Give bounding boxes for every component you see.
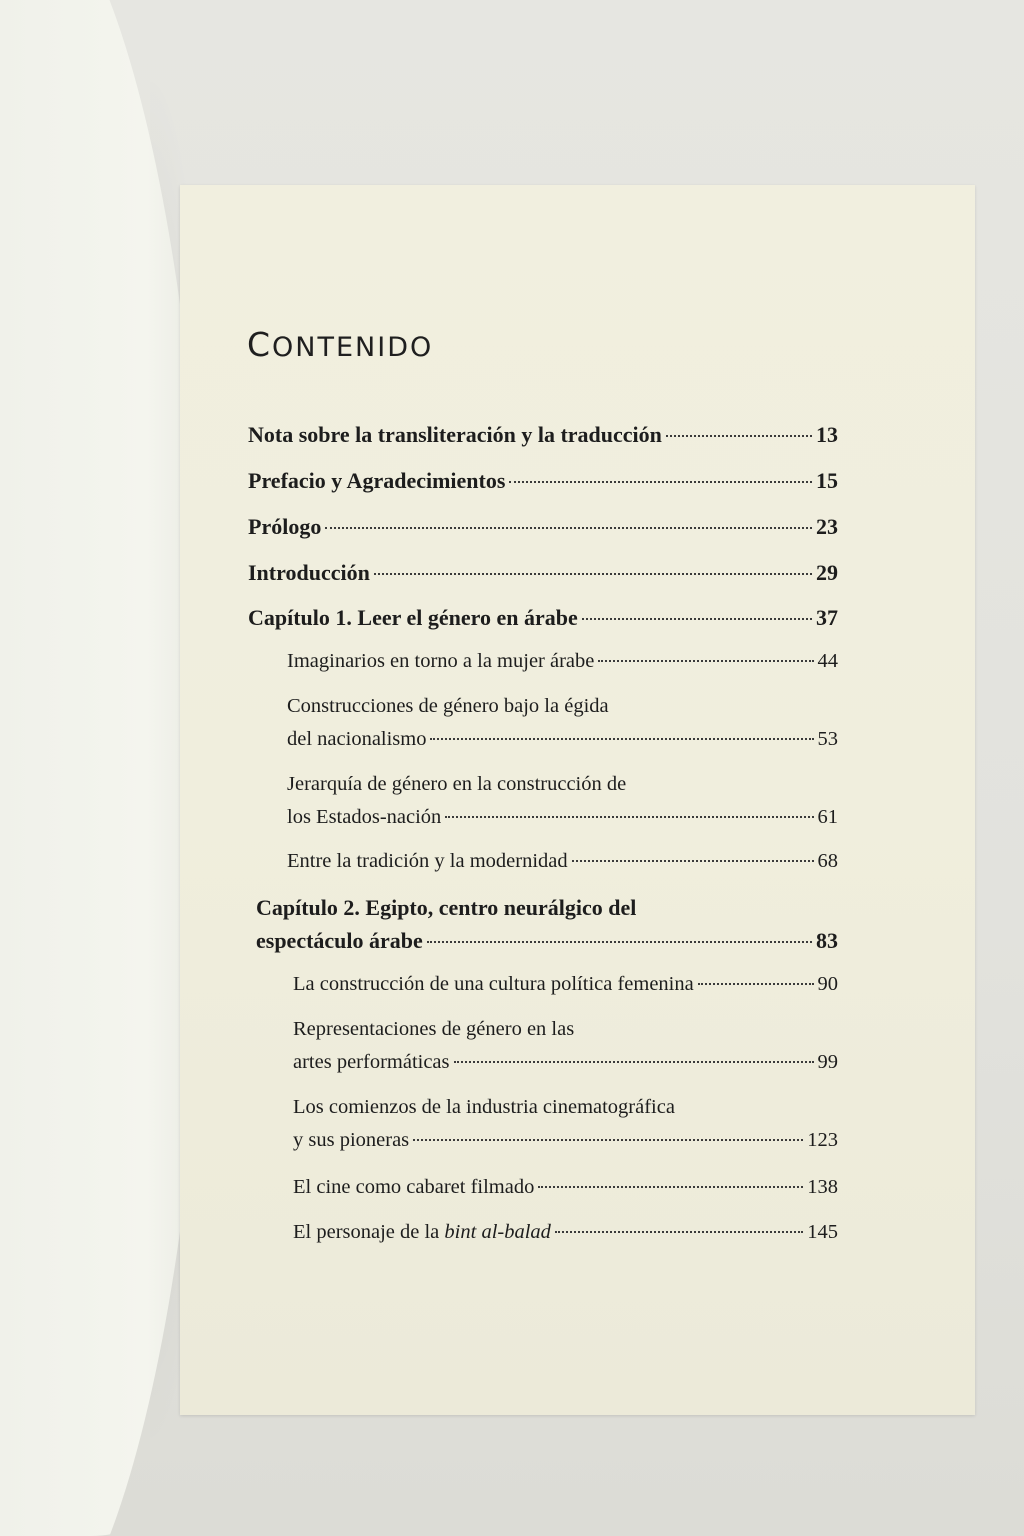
toc-entry-label: Prólogo xyxy=(248,514,322,539)
leader-dots xyxy=(598,660,813,662)
toc-page-number: 145 xyxy=(807,1221,838,1243)
toc-entry[interactable] xyxy=(287,690,838,756)
toc-entry[interactable] xyxy=(248,464,838,497)
toc-page-number: 83 xyxy=(816,928,838,953)
toc-entry-label: Introducción xyxy=(248,560,370,585)
leader-dots xyxy=(413,1139,803,1141)
toc-entry-label-line1: Los comienzos de la industria cinematográfica xyxy=(293,1096,675,1118)
toc-entry-label-line1: Jerarquía de género en la construcción de xyxy=(287,773,627,795)
leader-dots xyxy=(555,1231,803,1233)
toc-page-number: 13 xyxy=(816,422,838,447)
book-page xyxy=(180,185,975,1415)
toc-page-number: 90 xyxy=(817,973,838,995)
toc-entry[interactable] xyxy=(248,510,838,543)
toc-entry[interactable] xyxy=(287,768,838,834)
toc-entry[interactable] xyxy=(287,645,838,678)
toc-entry[interactable] xyxy=(248,418,838,451)
toc-entry-label: Capítulo 1. Leer el género en árabe xyxy=(248,605,578,630)
toc-entry-label: Imaginarios en torno a la mujer árabe xyxy=(287,650,595,672)
toc-page-number: 23 xyxy=(816,514,838,539)
toc-entry-label: artes performáticas xyxy=(293,1051,450,1073)
toc-entry-label: La construcción de una cultura política femenina xyxy=(293,973,694,995)
toc-entry[interactable] xyxy=(293,968,838,1001)
toc-entry-label-line1: Construcciones de género bajo la égida xyxy=(287,695,609,717)
toc-page-number: 123 xyxy=(807,1129,838,1151)
leader-dots xyxy=(538,1186,803,1188)
toc-page-number: 29 xyxy=(816,560,838,585)
toc-page-number: 44 xyxy=(817,650,838,672)
toc-entry-label: y sus pioneras xyxy=(293,1129,410,1151)
toc-entry[interactable] xyxy=(293,1091,838,1157)
toc-page-number: 61 xyxy=(817,806,838,828)
page-title: CONTENIDO xyxy=(247,325,434,364)
leader-dots xyxy=(582,618,812,620)
leader-dots xyxy=(454,1061,814,1063)
toc-page-number: 99 xyxy=(817,1051,838,1073)
leader-dots xyxy=(509,481,812,483)
leader-dots xyxy=(325,527,812,529)
toc-entry[interactable] xyxy=(293,1171,838,1204)
toc-entry-label: Nota sobre la transliteración y la traducción xyxy=(248,422,662,447)
toc-entry[interactable] xyxy=(293,1013,838,1079)
toc-entry[interactable] xyxy=(248,556,838,589)
toc-page-number: 138 xyxy=(807,1176,838,1198)
toc-entry[interactable] xyxy=(293,1216,838,1249)
toc-entry-label: Entre la tradición y la modernidad xyxy=(287,850,568,872)
toc-entry-label: los Estados-nación xyxy=(287,806,442,828)
leader-dots xyxy=(666,435,812,437)
toc-entry-label-line1: Capítulo 2. Egipto, centro neurálgico del xyxy=(256,895,637,920)
leader-dots xyxy=(430,738,813,740)
toc-entry-label: El personaje de la bint al-balad xyxy=(293,1221,551,1243)
leader-dots xyxy=(374,573,812,575)
leader-dots xyxy=(445,816,813,818)
toc-entry[interactable] xyxy=(248,601,838,634)
toc-entry[interactable] xyxy=(287,845,838,878)
leader-dots xyxy=(572,860,814,862)
toc-page-number: 53 xyxy=(817,728,838,750)
toc-entry-label: espectáculo árabe xyxy=(256,928,423,953)
toc-entry-label: El cine como cabaret filmado xyxy=(293,1176,535,1198)
toc-entry-label: Prefacio y Agradecimientos xyxy=(248,468,506,493)
toc-page-number: 37 xyxy=(816,605,838,630)
leader-dots xyxy=(427,941,812,943)
toc-page-number: 68 xyxy=(817,850,838,872)
toc-entry-label-line1: Representaciones de género en las xyxy=(293,1018,575,1040)
toc-entry[interactable] xyxy=(256,891,838,957)
toc-entry-label: del nacionalismo xyxy=(287,728,427,750)
toc-page-number: 15 xyxy=(816,468,838,493)
leader-dots xyxy=(698,983,814,985)
